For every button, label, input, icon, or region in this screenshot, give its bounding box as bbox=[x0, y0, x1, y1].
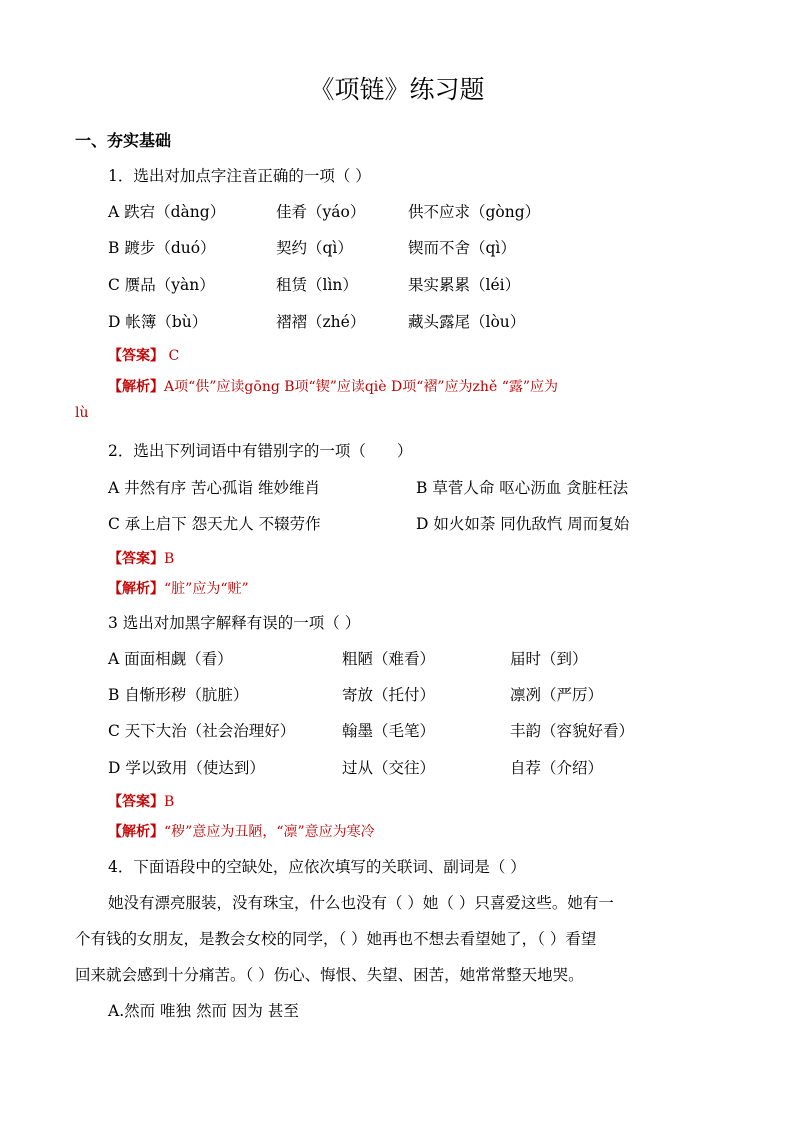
q2-analysis bbox=[108, 578, 249, 598]
q3-analysis bbox=[108, 821, 375, 841]
q2-option: D 如火如荼 同仇敌忾 周而复始 bbox=[416, 515, 630, 533]
q3-option: D 学以致用（使达到） bbox=[108, 759, 265, 777]
answer-label: 【答案】 bbox=[108, 348, 164, 364]
answer-value: C bbox=[168, 348, 180, 364]
analysis-text: “脏”应为“赃” bbox=[164, 581, 249, 597]
q3-answer bbox=[108, 791, 174, 811]
q1-option: 契约（qì） bbox=[276, 239, 353, 257]
q3-option: C 天下大治（社会治理好） bbox=[108, 722, 296, 740]
analysis-text: A项“供”应读gōng B项“锲”应读qiè D项“褶”应为zhě “露”应为 bbox=[164, 379, 559, 395]
q4-passage-line: 她没有漂亮服装，没有珠宝，什么也没有（ ）她（ ）只喜爱这些。她有一 bbox=[108, 894, 614, 912]
q1-option: 供不应求（gòng） bbox=[408, 203, 541, 221]
answer-value: B bbox=[164, 794, 175, 810]
q3-option: 寄放（托付） bbox=[342, 686, 436, 704]
q1-option: 褶褶（zhé） bbox=[276, 313, 366, 331]
q1-answer bbox=[108, 345, 179, 365]
analysis-label: 【解析】 bbox=[108, 379, 164, 395]
q1-option: D 帐簿（bù） bbox=[108, 313, 208, 331]
q1-option: C 赝品（yàn） bbox=[108, 276, 215, 294]
q4-passage-line: 个有钱的女朋友，是教会女校的同学，（ ）她再也不想去看望她了，（ ）看望 bbox=[75, 930, 597, 948]
q3-option: 丰韵（容貌好看） bbox=[510, 722, 635, 740]
q3-option: 届时（到） bbox=[510, 650, 588, 668]
q3-option: 自荐（介绍） bbox=[510, 759, 604, 777]
answer-label: 【答案】 bbox=[108, 551, 164, 567]
q3-option: 翰墨（毛笔） bbox=[342, 722, 436, 740]
q1-analysis bbox=[108, 376, 558, 396]
q2-option: C 承上启下 怨天尤人 不辍劳作 bbox=[108, 515, 321, 533]
section-heading: 一、夯实基础 bbox=[75, 131, 172, 150]
question-4-stem: 4．下面语段中的空缺处，应依次填写的关联词、副词是（ ） bbox=[108, 858, 526, 876]
q2-answer bbox=[108, 548, 174, 568]
question-3-stem: 3 选出对加黑字解释有误的一项（ ） bbox=[108, 614, 361, 632]
page-title: 《项链》练习题 bbox=[309, 75, 485, 104]
q3-option: 过从（交往） bbox=[342, 759, 436, 777]
answer-value: B bbox=[164, 551, 175, 567]
answer-label: 【答案】 bbox=[108, 794, 164, 810]
q4-passage-line: 回来就会感到十分痛苦。（ ）伤心、悔恨、失望、困苦，她常常整天地哭。 bbox=[75, 966, 584, 984]
q1-option: 租赁（lìn） bbox=[276, 276, 358, 294]
q1-option: 锲而不舍（qì） bbox=[408, 239, 516, 257]
q1-option: B 踱步（duó） bbox=[108, 239, 216, 257]
q2-option: A 井然有序 苦心孤诣 维妙维肖 bbox=[108, 479, 320, 497]
q1-option: 佳肴（yáo） bbox=[276, 203, 366, 221]
q2-option: B 草菅人命 呕心沥血 贪脏枉法 bbox=[416, 479, 629, 497]
analysis-label: 【解析】 bbox=[108, 581, 164, 597]
q3-option: B 自惭形秽（肮脏） bbox=[108, 686, 249, 704]
q3-option: 凛冽（严厉） bbox=[510, 686, 604, 704]
q3-option: 粗陋（难看） bbox=[342, 650, 436, 668]
analysis-label: 【解析】 bbox=[108, 824, 164, 840]
question-2-stem: 2．选出下列词语中有错别字的一项（ ） bbox=[108, 442, 413, 460]
q3-option: A 面面相觑（看） bbox=[108, 650, 233, 668]
q4-option-a: A.然而 唯独 然而 因为 甚至 bbox=[108, 1002, 299, 1020]
q1-analysis-continued: lù bbox=[75, 405, 89, 421]
question-1-stem: 1．选出对加点字注音正确的一项（ ） bbox=[108, 167, 371, 185]
q1-option: 果实累累（léi） bbox=[408, 276, 521, 294]
q1-option: A 跌宕（dàng） bbox=[108, 203, 226, 221]
analysis-text: “秽”意应为丑陋，“凛”意应为寒冷 bbox=[164, 824, 375, 840]
q1-option: 藏头露尾（lòu） bbox=[408, 313, 526, 331]
